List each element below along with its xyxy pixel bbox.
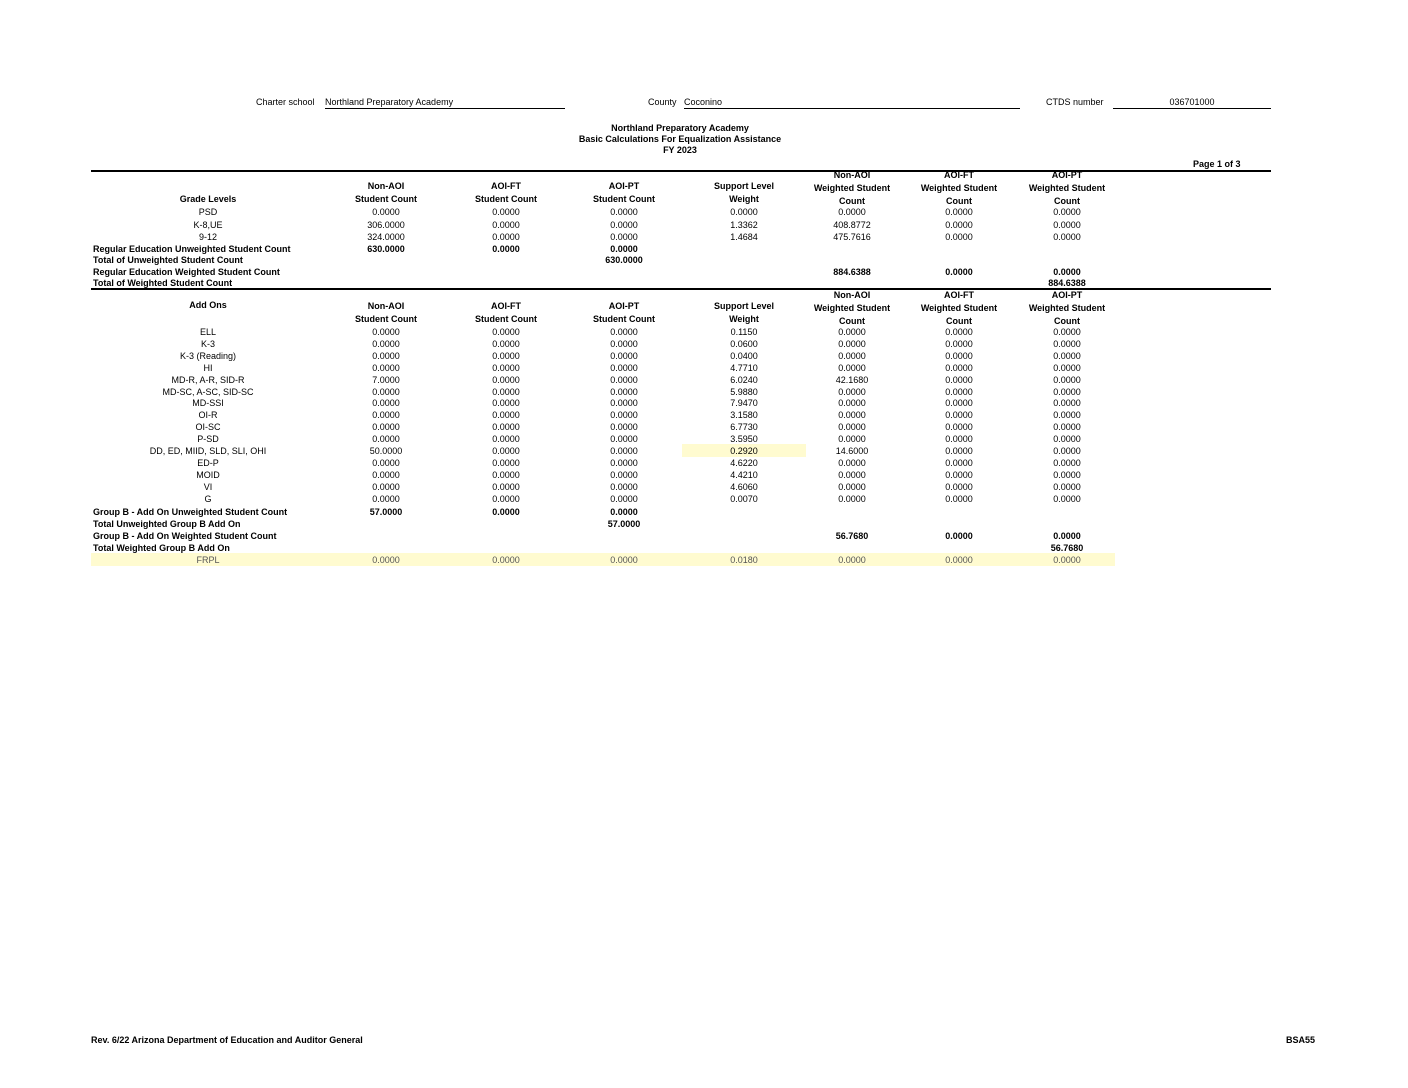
frpl-cell: 0.0180 <box>730 555 758 565</box>
addon-row-cell: 0.0000 <box>610 481 638 492</box>
addon-row-cell: 0.0000 <box>1053 350 1081 361</box>
grade-row-cell: 306.0000 <box>367 219 405 230</box>
addon-row-cell: 0.0000 <box>610 350 638 361</box>
addon-row-label: MD-R, A-R, SID-R <box>171 374 245 385</box>
addon-row-label: MD-SC, A-SC, SID-SC <box>162 386 254 397</box>
addon-row-label: MD-SSI <box>192 398 224 409</box>
addon-row-cell: 4.4210 <box>730 469 758 480</box>
addon-row-cell: 4.6060 <box>730 481 758 492</box>
addon-row-cell: 0.0000 <box>945 398 973 409</box>
grade-row-cell: 0.0000 <box>945 219 973 230</box>
addon-row-cell: 42.1680 <box>835 374 869 385</box>
grade-header-c4-line0: Support Level <box>713 181 774 191</box>
addon-header-c4-line1: Weight <box>729 314 759 324</box>
grade-row-cell: 0.0000 <box>1053 207 1081 217</box>
addon-row-cell: 14.6000 <box>835 446 869 456</box>
grade-header-c3-line1: Student Count <box>593 194 655 204</box>
addon-row-label: MOID <box>196 469 220 480</box>
frpl-cell: 0.0000 <box>492 555 520 565</box>
addon-row-cell: 3.1580 <box>730 410 758 421</box>
grade-row-cell: 0.0000 <box>1053 219 1081 230</box>
grade-header-c3-line0: AOI-PT <box>608 181 640 191</box>
addon-row-cell: 0.0000 <box>838 386 866 397</box>
addon-row-cell: 0.0000 <box>610 398 638 409</box>
addon-row-cell: 0.0000 <box>838 350 866 361</box>
frpl-label: FRPL <box>196 555 220 565</box>
addon-row-cell: 0.0000 <box>610 410 638 421</box>
total-groupb-unweighted-value: 57.0000 <box>607 519 641 529</box>
ctds-value: 036701000 <box>1113 97 1271 109</box>
addon-row-cell: 0.0000 <box>610 386 638 397</box>
footer-revision: Rev. 6/22 Arizona Department of Education and Auditor General <box>91 1035 363 1045</box>
addon-row-cell: 0.0000 <box>1053 434 1081 445</box>
grade-row-cell: 0.0000 <box>610 207 638 217</box>
total-unweighted-label: Total of Unweighted Student Count <box>93 255 243 265</box>
addon-header-c7-line2: Count <box>1054 316 1080 326</box>
page-number: Page 1 of 3 <box>1193 159 1241 169</box>
reg-unweighted-value: 0.0000 <box>610 244 638 254</box>
addon-row-cell: 0.0000 <box>372 327 400 337</box>
addon-row-cell: 0.0000 <box>492 327 520 337</box>
addon-row-cell: 0.0000 <box>945 481 973 492</box>
addon-row-cell: 0.0000 <box>372 386 400 397</box>
addon-row-cell: 0.0000 <box>838 434 866 445</box>
addon-row-cell: 0.0000 <box>838 493 866 504</box>
addon-row-cell: 0.0000 <box>838 469 866 480</box>
addon-row-cell: 0.0000 <box>372 481 400 492</box>
addon-row-cell: 0.0000 <box>492 410 520 421</box>
addon-row-cell: 0.0000 <box>1053 374 1081 385</box>
addon-row-label: OI-SC <box>195 422 221 433</box>
reg-weighted-value: 0.0000 <box>1053 267 1081 277</box>
grade-row-cell: 0.0000 <box>945 207 973 217</box>
addon-row-cell: 0.0000 <box>492 422 520 433</box>
addon-row-cell: 0.0000 <box>1053 422 1081 433</box>
addon-row-cell: 0.0000 <box>945 493 973 504</box>
groupb-weighted-value: 56.7680 <box>835 531 869 541</box>
total-groupb-unweighted-label: Total Unweighted Group B Add On <box>93 519 241 529</box>
addon-row-cell: 0.0000 <box>492 446 520 456</box>
grade-row-cell: 0.0000 <box>838 207 866 217</box>
footer-form-id: BSA55 <box>1286 1035 1316 1045</box>
addon-row-cell: 0.0000 <box>492 374 520 385</box>
county-label: County <box>648 97 677 107</box>
addon-row-cell: 0.0400 <box>730 350 758 361</box>
addon-row-cell: 0.0000 <box>492 350 520 361</box>
groupb-unweighted-value: 0.0000 <box>610 507 638 517</box>
addon-row-cell: 6.0240 <box>730 374 758 385</box>
grade-row-cell: 408.8772 <box>833 219 871 230</box>
addon-row-cell: 0.0000 <box>1053 327 1081 337</box>
county-value: Coconino <box>684 97 1020 109</box>
groupb-weighted-value: 0.0000 <box>1053 531 1081 541</box>
grade-header-c7-line0: AOI-PT <box>1051 170 1083 180</box>
addon-row-cell: 4.6220 <box>730 457 758 468</box>
ctds-label: CTDS number <box>1046 97 1104 107</box>
grade-header-c5-line0: Non-AOI <box>833 170 871 180</box>
addon-row-label: K-3 <box>200 338 215 349</box>
grade-row-label: 9-12 <box>198 232 217 242</box>
total-unweighted-value: 630.0000 <box>605 255 643 265</box>
grade-header-label: Grade Levels <box>179 194 237 204</box>
grade-header-c6-line0: AOI-FT <box>944 170 974 180</box>
addon-row-cell: 0.0000 <box>610 446 638 456</box>
addon-row-cell: 0.0000 <box>838 481 866 492</box>
addon-row-cell: 0.0000 <box>945 374 973 385</box>
addon-row-cell: 0.0000 <box>492 481 520 492</box>
frpl-cell: 0.0000 <box>945 555 973 565</box>
addon-row-cell: 4.7710 <box>730 362 758 373</box>
addon-row-cell: 0.0000 <box>945 410 973 421</box>
addon-row-cell: 0.0000 <box>1053 457 1081 468</box>
addon-row-cell: 7.0000 <box>372 374 400 385</box>
grade-header-c1-line1: Student Count <box>355 194 417 204</box>
addon-row-cell: 0.0000 <box>1053 398 1081 409</box>
addon-header-c6-line2: Count <box>946 316 972 326</box>
addon-row-cell: 0.0000 <box>838 327 866 337</box>
addon-row-cell: 0.0000 <box>372 469 400 480</box>
addon-row-cell: 0.0000 <box>945 446 973 456</box>
groupb-unweighted-value: 0.0000 <box>492 507 520 517</box>
addon-row-cell: 0.0000 <box>945 362 973 373</box>
addon-row-cell: 0.0000 <box>838 422 866 433</box>
grade-header-c1-line0: Non-AOI <box>367 181 405 191</box>
groupb-weighted-value: 0.0000 <box>945 531 973 541</box>
addon-header-c7-line0: AOI-PT <box>1051 290 1083 300</box>
addon-row-cell: 0.0000 <box>1053 386 1081 397</box>
addon-row-cell: 0.0000 <box>610 422 638 433</box>
addon-row-cell: 0.0000 <box>1053 446 1081 456</box>
addon-header-c3-line0: AOI-PT <box>608 301 640 311</box>
addon-row-cell: 0.0000 <box>610 434 638 445</box>
frpl-cell: 0.0000 <box>1053 555 1081 565</box>
addon-row-cell: 0.0000 <box>838 457 866 468</box>
addon-header-c5-line1: Weighted Student <box>813 303 891 313</box>
addon-row-cell: 0.2920 <box>730 446 758 456</box>
total-weighted-value: 884.6388 <box>1048 278 1086 288</box>
grade-row-cell: 324.0000 <box>367 232 405 242</box>
addon-row-cell: 0.0000 <box>945 338 973 349</box>
addon-header-c6-line0: AOI-FT <box>944 290 974 300</box>
addon-row-cell: 0.0000 <box>492 362 520 373</box>
addon-row-cell: 0.0000 <box>1053 469 1081 480</box>
grade-header-c2-line0: AOI-FT <box>491 181 521 191</box>
addon-header-c2-line0: AOI-FT <box>491 301 521 311</box>
grade-header-c5-line2: Count <box>839 196 865 206</box>
addon-header-c5-line0: Non-AOI <box>833 290 871 300</box>
addon-header-c6-line1: Weighted Student <box>920 303 998 313</box>
grade-row-cell: 475.7616 <box>833 232 871 242</box>
addon-row-cell: 0.0000 <box>372 338 400 349</box>
grade-header-c6-line2: Count <box>946 196 972 206</box>
addon-row-cell: 0.0000 <box>610 493 638 504</box>
addon-row-label: G <box>204 493 212 504</box>
addon-row-label: DD, ED, MIID, SLD, SLI, OHI <box>149 446 267 456</box>
addon-row-cell: 0.0000 <box>492 434 520 445</box>
addon-row-cell: 0.0000 <box>372 434 400 445</box>
grade-row-label: PSD <box>198 207 218 217</box>
reg-weighted-label: Regular Education Weighted Student Count <box>93 267 280 277</box>
fiscal-year: FY 2023 <box>663 145 697 155</box>
addon-row-cell: 3.5950 <box>730 434 758 445</box>
frpl-cell: 0.0000 <box>372 555 400 565</box>
addon-header-c4-line0: Support Level <box>713 301 774 311</box>
addon-row-cell: 0.0000 <box>838 410 866 421</box>
addon-row-label: K-3 (Reading) <box>179 350 237 361</box>
grade-row-label: K-8,UE <box>193 219 223 230</box>
addon-row-cell: 0.0000 <box>610 469 638 480</box>
reg-unweighted-value: 630.0000 <box>367 244 405 254</box>
grade-header-c5-line1: Weighted Student <box>813 183 891 193</box>
grade-row-cell: 1.3362 <box>730 219 758 230</box>
addon-header-c1-line0: Non-AOI <box>367 301 405 311</box>
addon-row-cell: 0.0000 <box>492 386 520 397</box>
addon-row-cell: 0.0000 <box>492 469 520 480</box>
addon-row-label: HI <box>203 362 213 373</box>
addon-row-cell: 0.0000 <box>1053 338 1081 349</box>
addon-header-c5-line2: Count <box>839 316 865 326</box>
addon-row-cell: 0.0000 <box>372 350 400 361</box>
addon-header-c3-line1: Student Count <box>593 314 655 324</box>
grade-row-cell: 0.0000 <box>610 232 638 242</box>
grade-header-c7-line1: Weighted Student <box>1028 183 1106 193</box>
charter-school-value: Northland Preparatory Academy <box>325 97 565 109</box>
addon-row-cell: 0.0000 <box>838 338 866 349</box>
addon-row-cell: 50.0000 <box>369 446 403 456</box>
addon-row-cell: 0.0000 <box>610 327 638 337</box>
addon-row-cell: 0.0000 <box>610 338 638 349</box>
total-groupb-weighted-value: 56.7680 <box>1050 543 1084 553</box>
reg-unweighted-label: Regular Education Unweighted Student Count <box>93 244 291 254</box>
grade-row-cell: 1.4684 <box>730 232 758 242</box>
addon-row-cell: 0.0000 <box>838 398 866 409</box>
reg-weighted-value: 884.6388 <box>833 267 871 277</box>
addon-row-cell: 0.0000 <box>1053 410 1081 421</box>
grade-row-cell: 0.0000 <box>492 219 520 230</box>
addon-row-cell: 5.9880 <box>730 386 758 397</box>
addon-row-cell: 0.0000 <box>945 350 973 361</box>
frpl-cell: 0.0000 <box>610 555 638 565</box>
addon-row-cell: 0.0000 <box>372 422 400 433</box>
report-subtitle: Basic Calculations For Equalization Assistance <box>578 134 782 144</box>
addon-row-cell: 0.0000 <box>372 457 400 468</box>
grade-row-cell: 0.0000 <box>372 207 400 217</box>
grade-row-cell: 0.0000 <box>945 232 973 242</box>
addon-row-cell: 0.0000 <box>372 362 400 373</box>
addon-row-cell: 0.0000 <box>492 338 520 349</box>
addon-row-cell: 0.0000 <box>372 493 400 504</box>
addon-row-cell: 0.0000 <box>838 362 866 373</box>
addon-row-cell: 0.0070 <box>730 493 758 504</box>
addon-row-label: ELL <box>199 327 216 337</box>
grade-row-cell: 0.0000 <box>492 232 520 242</box>
addon-row-cell: 0.0000 <box>492 398 520 409</box>
grade-row-cell: 0.0000 <box>492 207 520 217</box>
addon-row-cell: 0.0000 <box>492 457 520 468</box>
frpl-cell: 0.0000 <box>838 555 866 565</box>
reg-weighted-value: 0.0000 <box>945 267 973 277</box>
addon-row-cell: 0.0600 <box>730 338 758 349</box>
grade-row-cell: 0.0000 <box>730 207 758 217</box>
grade-header-c7-line2: Count <box>1054 196 1080 206</box>
grade-header-c4-line1: Weight <box>729 194 759 204</box>
reg-unweighted-value: 0.0000 <box>492 244 520 254</box>
addon-row-cell: 7.9470 <box>730 398 758 409</box>
addon-row-cell: 0.0000 <box>610 374 638 385</box>
addon-header-c7-line1: Weighted Student <box>1028 303 1106 313</box>
addon-row-cell: 0.0000 <box>945 457 973 468</box>
addon-row-cell: 0.0000 <box>945 386 973 397</box>
addon-row-label: OI-R <box>198 410 218 421</box>
addon-row-cell: 0.0000 <box>1053 493 1081 504</box>
addon-header-c1-line1: Student Count <box>355 314 417 324</box>
addon-row-cell: 6.7730 <box>730 422 758 433</box>
grade-row-cell: 0.0000 <box>1053 232 1081 242</box>
groupb-unweighted-value: 57.0000 <box>369 507 403 517</box>
charter-school-label: Charter school <box>256 97 315 107</box>
grade-row-cell: 0.0000 <box>610 219 638 230</box>
addon-row-label: P-SD <box>197 434 219 445</box>
addon-row-cell: 0.0000 <box>945 469 973 480</box>
grade-header-c2-line1: Student Count <box>475 194 537 204</box>
addon-header-c2-line1: Student Count <box>475 314 537 324</box>
addon-row-cell: 0.0000 <box>372 398 400 409</box>
addon-row-label: VI <box>203 481 213 492</box>
addon-row-cell: 0.0000 <box>1053 362 1081 373</box>
grade-header-c6-line1: Weighted Student <box>920 183 998 193</box>
addon-row-label: ED-P <box>197 457 219 468</box>
report-title: Northland Preparatory Academy <box>611 123 749 133</box>
addon-row-cell: 0.0000 <box>492 493 520 504</box>
addon-row-cell: 0.0000 <box>945 434 973 445</box>
total-weighted-label: Total of Weighted Student Count <box>93 278 233 288</box>
addon-row-cell: 0.0000 <box>1053 481 1081 492</box>
total-groupb-weighted-label: Total Weighted Group B Add On <box>93 543 230 553</box>
addon-row-cell: 0.0000 <box>610 457 638 468</box>
addon-row-cell: 0.0000 <box>945 422 973 433</box>
addon-row-cell: 0.0000 <box>945 327 973 337</box>
addon-row-cell: 0.0000 <box>372 410 400 421</box>
addon-row-cell: 0.1150 <box>730 327 758 337</box>
groupb-unweighted-label: Group B - Add On Unweighted Student Count <box>93 507 288 517</box>
addon-row-cell: 0.0000 <box>610 362 638 373</box>
addon-header-label: Add Ons <box>189 300 227 310</box>
groupb-weighted-label: Group B - Add On Weighted Student Count <box>93 531 277 541</box>
